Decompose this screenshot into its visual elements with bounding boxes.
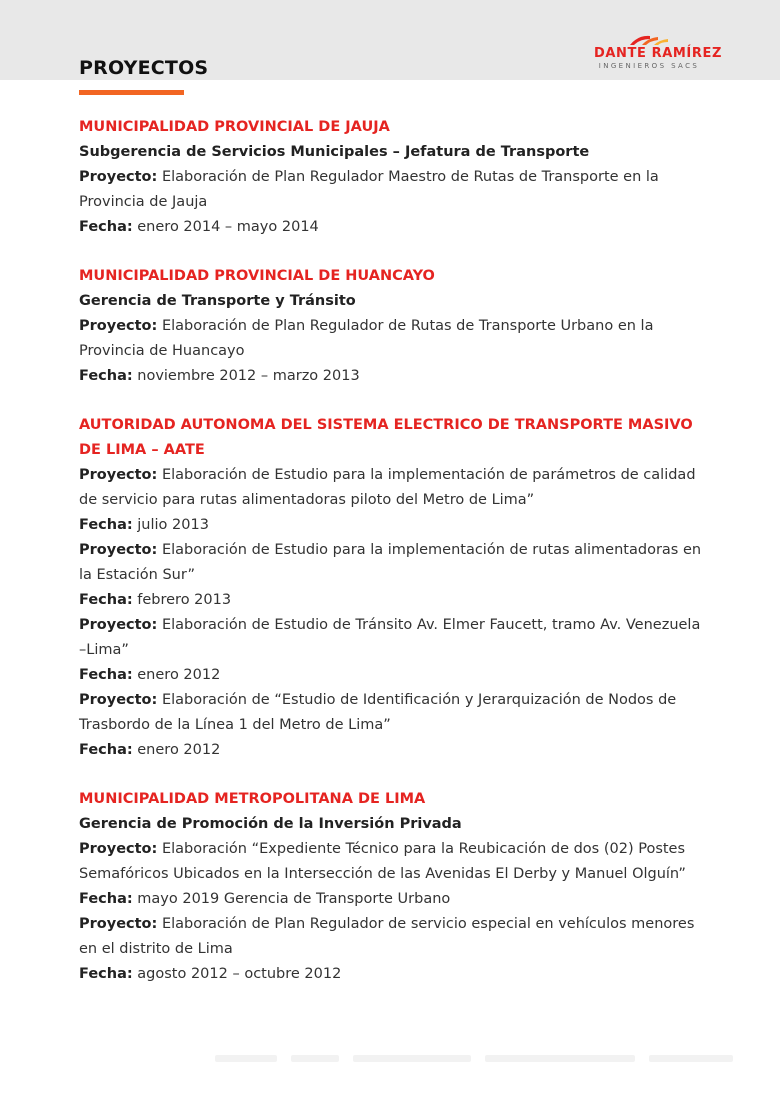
date-row [79,513,709,538]
page-title: PROYECTOS [79,57,209,79]
project-text: Elaboración “Expediente Técnico para la Reubicación de dos (02) Postes Semafóricos Ubicados en la Intersección de las Avenidas El Derby y Manuel Olguín” [79,841,686,882]
date-label: Fecha: [79,891,133,907]
date-text: agosto 2012 – octubre 2012 [137,966,342,982]
date-label: Fecha: [79,219,133,235]
footer-mark [291,1055,339,1062]
entity-name: MUNICIPALIDAD PROVINCIAL DE HUANCAYO [79,268,435,284]
project-text: Elaboración de Estudio para la implementación de parámetros de calidad de servicio para rutas alimentadoras piloto del Metro de Lima” [79,467,696,508]
project-row [79,912,709,962]
project-text: Elaboración de Plan Regulador de servicio especial en vehículos menores en el distrito de Lima [79,916,695,957]
entity-name: MUNICIPALIDAD METROPOLITANA DE LIMA [79,791,426,807]
company-logo [594,34,722,74]
date-label: Fecha: [79,667,133,683]
project-label: Proyecto: [79,467,158,483]
project-text: Elaboración de Plan Regulador de Rutas de Transporte Urbano en la Provincia de Huancayo [79,318,654,359]
logo-name: DANTE RAMÍREZ [594,46,722,61]
date-label: Fecha: [79,742,133,758]
department-name: Gerencia de Transporte y Tránsito [79,293,356,309]
date-row [79,364,709,389]
date-text: enero 2012 [137,667,221,683]
project-row [79,613,709,663]
footer-mark [215,1055,277,1062]
date-label: Fecha: [79,592,133,608]
project-row [79,314,709,364]
project-row [79,837,709,887]
project-row [79,165,709,215]
project-text: Elaboración de “Estudio de Identificación y Jerarquización de Nodos de Trasbordo de la Línea 1 del Metro de Lima” [79,692,677,733]
date-text: julio 2013 [137,517,209,533]
department-name: Gerencia de Promoción de la Inversión Privada [79,816,462,832]
footer-mark [485,1055,635,1062]
projects-list [79,115,709,1011]
date-row [79,663,709,688]
footer-mark [353,1055,471,1062]
date-row [79,887,709,912]
project-label: Proyecto: [79,318,158,334]
logo-subtitle: INGENIEROS SACS [598,62,700,70]
title-underline [79,90,184,95]
project-section-lima [79,787,709,987]
project-text: Elaboración de Plan Regulador Maestro de Rutas de Transporte en la Provincia de Jauja [79,169,659,210]
project-section-jauja [79,115,709,240]
date-label: Fecha: [79,368,133,384]
entity-name: AUTORIDAD AUTONOMA DEL SISTEMA ELECTRICO DE TRANSPORTE MASIVO DE LIMA – AATE [79,417,693,458]
project-label: Proyecto: [79,916,158,932]
date-row [79,962,709,987]
project-label: Proyecto: [79,542,158,558]
project-label: Proyecto: [79,617,158,633]
project-section-aate [79,413,709,763]
entity-name: MUNICIPALIDAD PROVINCIAL DE JAUJA [79,119,390,135]
project-text: Elaboración de Estudio de Tránsito Av. Elmer Faucett, tramo Av. Venezuela –Lima” [79,617,701,658]
date-label: Fecha: [79,966,133,982]
project-label: Proyecto: [79,692,158,708]
department-name: Subgerencia de Servicios Municipales – Jefatura de Transporte [79,144,590,160]
date-row [79,588,709,613]
date-text: enero 2014 – mayo 2014 [137,219,319,235]
date-label: Fecha: [79,517,133,533]
project-text: Elaboración de Estudio para la implementación de rutas alimentadoras en la Estación Sur” [79,542,702,583]
date-text: mayo 2019 Gerencia de Transporte Urbano [137,891,451,907]
project-row [79,463,709,513]
date-row [79,738,709,763]
footer-watermark [215,1050,760,1066]
project-label: Proyecto: [79,169,158,185]
footer-mark [649,1055,733,1062]
project-row [79,538,709,588]
date-text: febrero 2013 [137,592,232,608]
project-label: Proyecto: [79,841,158,857]
date-text: enero 2012 [137,742,221,758]
project-section-huancayo [79,264,709,389]
logo-arcs-icon [628,34,672,46]
date-row [79,215,709,240]
project-row [79,688,709,738]
date-text: noviembre 2012 – marzo 2013 [137,368,360,384]
